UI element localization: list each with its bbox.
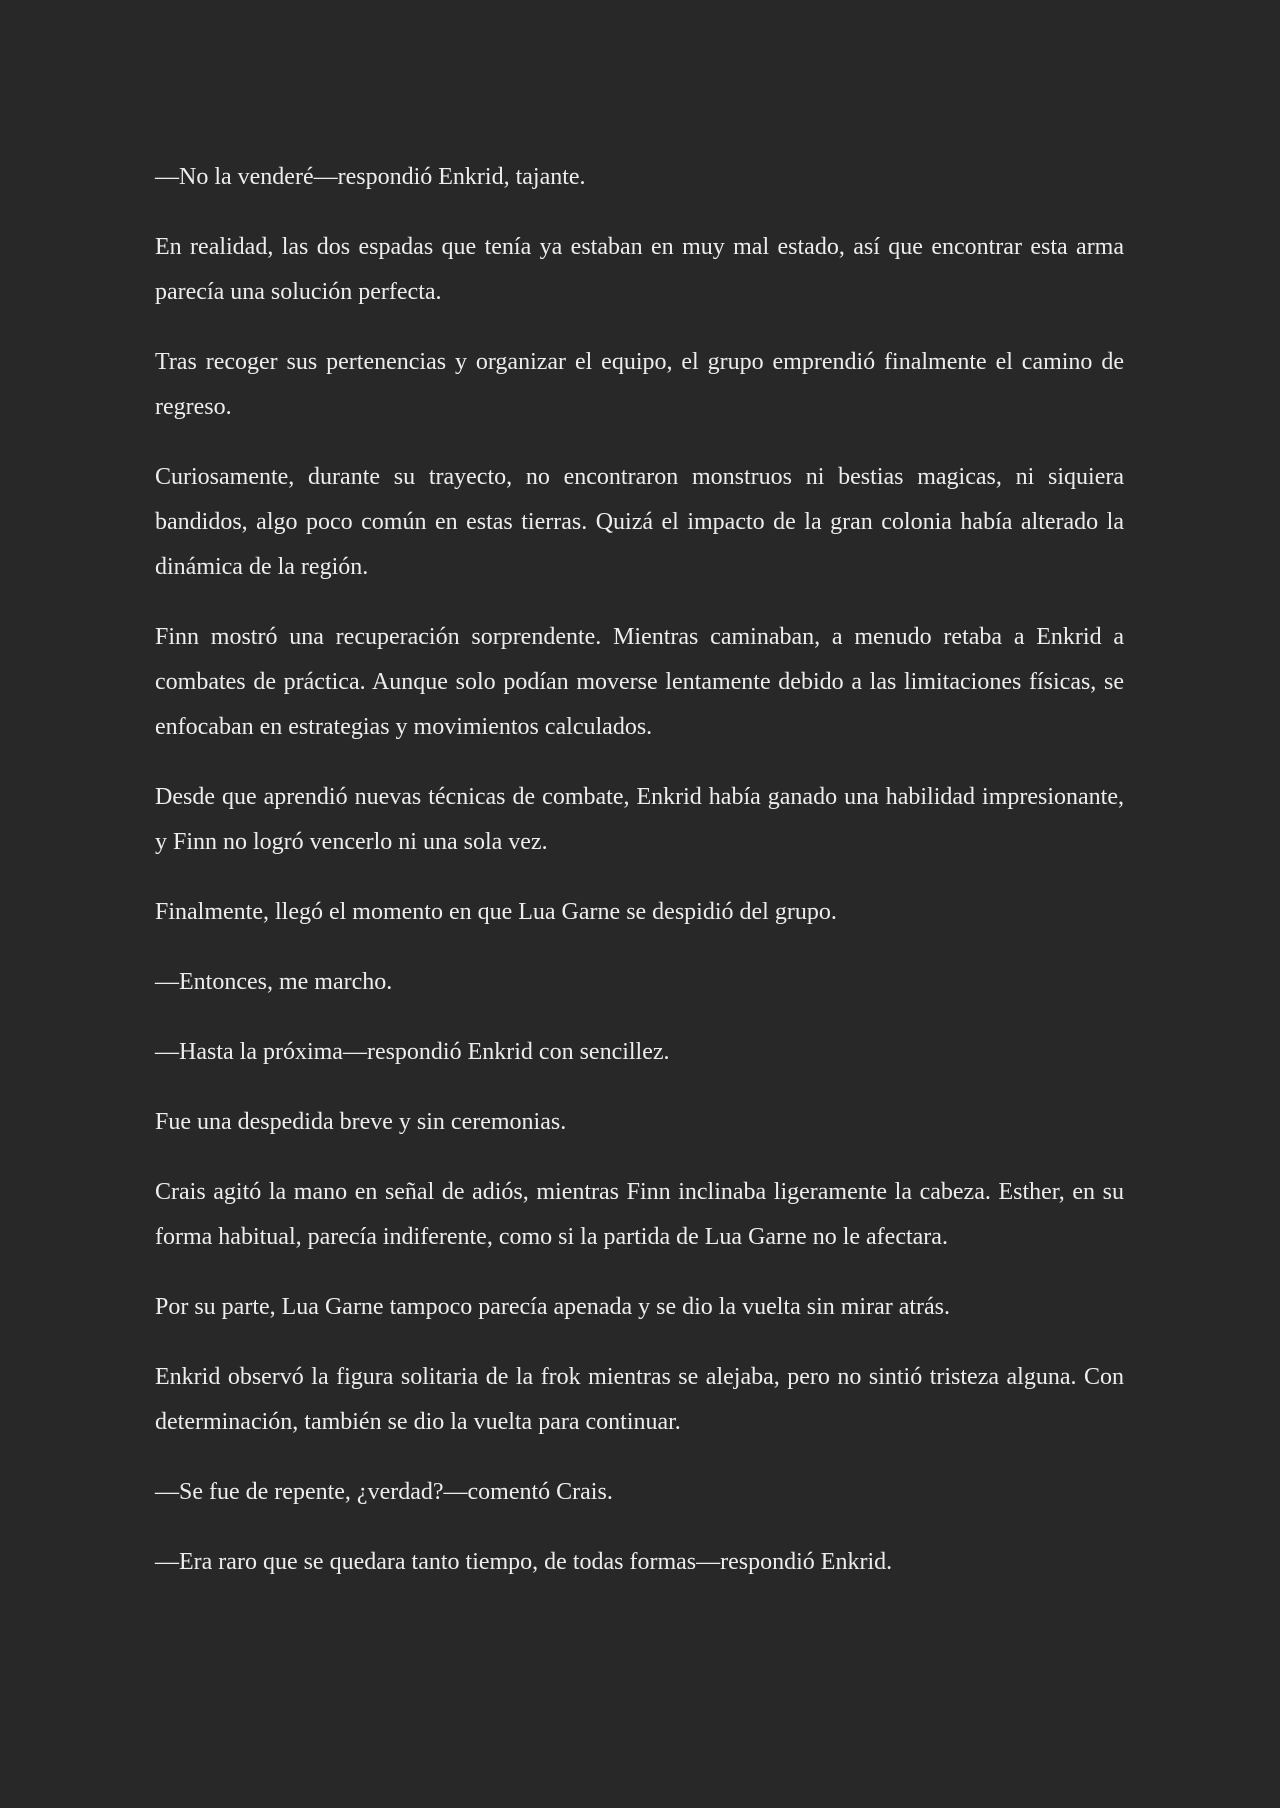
paragraph: —Era raro que se quedara tanto tiempo, de todas formas—respondió Enkrid. bbox=[155, 1549, 893, 1575]
paragraph: Curiosamente, durante su trayecto, no encontraron monstruos ni bestias magicas, ni siquiera bandidos, algo poco común en estas tierras. Quizá el impacto de la gran colonia había alterado la dinámica de la región. bbox=[155, 464, 1124, 580]
paragraph: —Entonces, me marcho. bbox=[155, 969, 393, 995]
paragraph: Fue una despedida breve y sin ceremonias. bbox=[155, 1109, 567, 1135]
paragraph: —Hasta la próxima—respondió Enkrid con sencillez. bbox=[155, 1039, 670, 1065]
paragraph: En realidad, las dos espadas que tenía ya estaban en muy mal estado, así que encontrar esta arma parecía una solución perfecta. bbox=[155, 234, 1124, 305]
paragraph: Desde que aprendió nuevas técnicas de combate, Enkrid había ganado una habilidad impresionante, y Finn no logró vencerlo ni una sola vez. bbox=[155, 784, 1124, 855]
paragraph: —No la venderé—respondió Enkrid, tajante. bbox=[155, 164, 586, 190]
paragraph: Tras recoger sus pertenencias y organizar el equipo, el grupo emprendió finalmente el camino de regreso. bbox=[155, 349, 1124, 420]
paragraph: Finalmente, llegó el momento en que Lua Garne se despidió del grupo. bbox=[155, 899, 837, 925]
paragraph: Enkrid observó la figura solitaria de la frok mientras se alejaba, pero no sintió tristeza alguna. Con determinación, también se dio la vuelta para continuar. bbox=[155, 1364, 1124, 1435]
paragraph: Crais agitó la mano en señal de adiós, mientras Finn inclinaba ligeramente la cabeza. Esther, en su forma habitual, parecía indiferente, como si la partida de Lua Garne no le afectara. bbox=[155, 1179, 1124, 1250]
paragraph: Finn mostró una recuperación sorprendente. Mientras caminaban, a menudo retaba a Enkrid a combates de práctica. Aunque solo podían moverse lentamente debido a las limitaciones físicas, se enfocaban en estrategias y movimientos calculados. bbox=[155, 624, 1124, 740]
paragraph: Por su parte, Lua Garne tampoco parecía apenada y se dio la vuelta sin mirar atrás. bbox=[155, 1294, 951, 1320]
paragraph: —Se fue de repente, ¿verdad?—comentó Crais. bbox=[155, 1479, 613, 1505]
chapter-text bbox=[155, 155, 1124, 1585]
